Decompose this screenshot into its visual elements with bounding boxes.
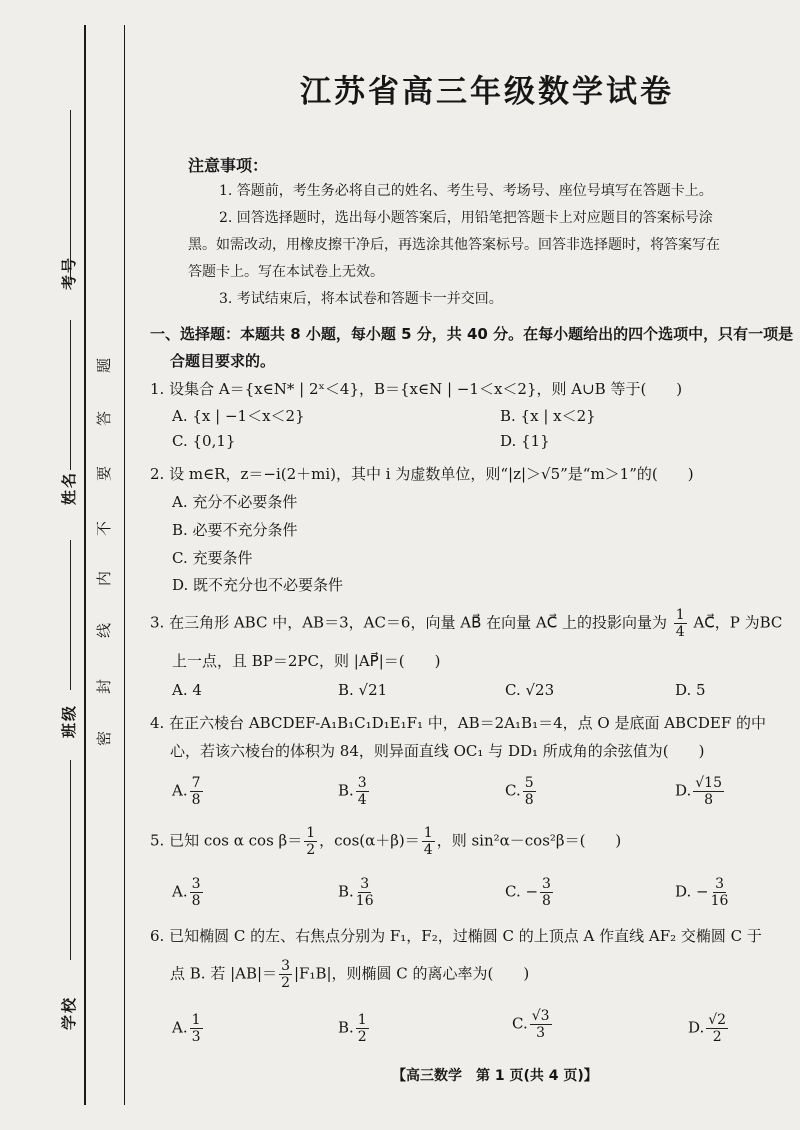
q6-option-a-label: A.: [172, 1018, 188, 1037]
seal-char: 不: [95, 520, 114, 537]
q4-option-b-label: B.: [338, 781, 354, 800]
q5-option-c-frac: [540, 876, 553, 909]
q5-option-c: [505, 876, 555, 909]
question-3-stem: [150, 607, 782, 640]
q4-option-c: [505, 775, 538, 808]
q4-b-den: 4: [357, 792, 367, 808]
page-footer: 【高三数学 第 1 页(共 4 页)】: [392, 1068, 598, 1084]
q6-c-den: 3: [536, 1025, 546, 1041]
notice-line-1: 1. 答题前，考生务必将自己的姓名、考生号、考场号、座位号填写在答题卡上。: [219, 183, 713, 199]
q5-b-den: 16: [355, 893, 374, 909]
notice-line-2a: 2. 回答选择题时，选出每小题答案后，用铅笔把答题卡上对应题目的答案标号涂: [219, 210, 713, 226]
q5-fraction-2: [422, 825, 435, 858]
q5-option-a: [172, 876, 205, 909]
question-6-stem-cont: [170, 958, 529, 991]
seal-char: 密: [95, 730, 114, 747]
q4-b-num: 3: [357, 775, 367, 791]
notice-line-2c: 答题卡上。写在本试卷上无效。: [188, 264, 384, 280]
q6-option-c-frac: [530, 1008, 552, 1041]
binding-line-inner: [124, 25, 125, 1105]
q5-f2-den: 4: [423, 842, 433, 858]
notice-line-2b: 黑。如需改动，用橡皮擦干净后，再选涂其他答案标号。回答非选择题时，将答案写在: [188, 237, 720, 253]
q1-option-a: A. {x | −1＜x＜2}: [172, 407, 305, 425]
q6-a-num: 1: [191, 1012, 201, 1028]
q3-fraction: [674, 607, 687, 640]
q6-option-b-frac: [356, 1012, 369, 1045]
q6-c-num: √3: [531, 1008, 550, 1024]
question-1-stem: 1. 设集合 A＝{x∈N* | 2ˣ＜4}，B＝{x∈N | −1＜x＜2}，则 A∪B 等于( ): [150, 380, 683, 398]
q5-stem-part-a: 5. 已知 cos α cos β＝: [150, 831, 303, 850]
q4-option-b-frac: [356, 775, 369, 808]
q6-option-d: [688, 1012, 730, 1045]
seal-char: 答: [95, 410, 114, 427]
q4-option-b: [338, 775, 371, 808]
question-5-stem: [150, 825, 621, 858]
q6-option-a: [172, 1012, 205, 1045]
seal-char: 要: [95, 465, 114, 482]
q4-d-den: 8: [704, 792, 714, 808]
q1-option-d: D. {1}: [500, 432, 550, 450]
q5-c-num: 3: [542, 876, 551, 892]
q3-option-b: B. √21: [338, 681, 388, 699]
q6-stem-part-b: |F₁B|，则椭圆 C 的离心率为( ): [293, 964, 530, 983]
q1-option-b: B. {x | x＜2}: [500, 407, 596, 425]
q5-b-num: 3: [360, 876, 370, 892]
notice-heading: 注意事项：: [188, 156, 269, 175]
question-6-stem: 6. 已知椭圆 C 的左、右焦点分别为 F₁，F₂，过椭圆 C 的上顶点 A 作直线 AF₂ 交椭圆 C 于: [150, 927, 762, 945]
q6-f-den: 2: [281, 975, 290, 991]
q5-option-b-frac: [356, 876, 374, 909]
q5-option-d-label: D. −: [675, 882, 709, 901]
q4-a-den: 8: [191, 792, 201, 808]
binding-line-outer: [84, 25, 86, 1105]
q5-option-d-frac: [711, 876, 729, 909]
q3-frac-den: 4: [675, 624, 685, 640]
q3-option-c: C. √23: [505, 681, 555, 699]
q5-option-b: [338, 876, 376, 909]
q3-option-d: D. 5: [675, 681, 706, 699]
question-4-stem: 4. 在正六棱台 ABCDEF-A₁B₁C₁D₁E₁F₁ 中，AB＝2A₁B₁＝4，点 O 是底面 ABCDEF 的中: [150, 714, 766, 732]
q6-d-num: √2: [708, 1012, 727, 1028]
q6-option-d-label: D.: [688, 1018, 705, 1037]
q5-a-den: 8: [191, 893, 201, 909]
q6-d-den: 2: [712, 1029, 722, 1045]
q5-d-den: 16: [710, 893, 729, 909]
q3-frac-num: 1: [675, 607, 685, 623]
section-heading-cont: 合题目要求的。: [170, 352, 276, 370]
q5-stem-part-c: ，则 sin²α－cos²β＝( ): [436, 831, 622, 850]
q5-option-b-label: B.: [338, 882, 354, 901]
q2-option-c: C. 充要条件: [172, 549, 253, 567]
q4-option-a-label: A.: [172, 781, 188, 800]
q6-stem-part-a: 点 B. 若 |AB|＝: [170, 964, 278, 983]
q6-option-c: [512, 1008, 554, 1041]
q5-option-d: [675, 876, 730, 909]
q5-c-den: 8: [542, 893, 551, 909]
seal-char: 封: [95, 678, 114, 695]
seal-char: 题: [95, 357, 114, 374]
seal-char: 线: [95, 622, 114, 639]
exam-title: 江苏省高三年级数学试卷: [300, 74, 674, 110]
exam-no-label: 考号: [60, 255, 78, 290]
class-field-line: [70, 540, 71, 690]
q3-stem-part-b: AC⃗，P 为BC: [693, 613, 783, 632]
class-label: 班级: [60, 703, 78, 738]
q5-a-num: 3: [191, 876, 201, 892]
q4-option-a: [172, 775, 205, 808]
q2-option-a: A. 充分不必要条件: [172, 493, 298, 511]
q6-fraction: [279, 958, 292, 991]
notice-line-3: 3. 考试结束后，将本试卷和答题卡一并交回。: [219, 291, 503, 307]
q4-option-d-frac: [693, 775, 724, 808]
q6-b-den: 2: [357, 1029, 367, 1045]
school-label: 学校: [60, 995, 78, 1030]
q5-option-c-label: C. −: [505, 882, 539, 901]
q6-option-c-label: C.: [512, 1014, 528, 1033]
q6-option-a-frac: [190, 1012, 203, 1045]
q3-option-a: A. 4: [172, 681, 202, 699]
q5-option-a-label: A.: [172, 882, 188, 901]
q6-option-b-label: B.: [338, 1018, 354, 1037]
question-3-stem-cont: 上一点，且 BP＝2PC，则 |AP⃗|＝( ): [172, 652, 441, 670]
q5-f2-num: 1: [423, 825, 433, 841]
name-field-line: [70, 320, 71, 470]
section-heading: 一、选择题：本题共 8 小题，每小题 5 分，共 40 分。在每小题给出的四个选项中，只有一项是: [150, 325, 794, 343]
question-2-stem: 2. 设 m∈R，z＝−i(2＋mi)，其中 i 为虚数单位，则“|z|＞√5”是“m＞1”的( ): [150, 465, 694, 483]
school-field-line: [70, 760, 71, 960]
q6-a-den: 3: [191, 1029, 201, 1045]
q4-option-c-frac: [523, 775, 536, 808]
q4-option-a-frac: [190, 775, 203, 808]
q6-f-num: 3: [281, 958, 290, 974]
q2-option-d: D. 既不充分也不必要条件: [172, 576, 344, 594]
q1-option-c: C. {0,1}: [172, 432, 236, 450]
exam-no-field-line: [70, 110, 71, 280]
q4-option-d-label: D.: [675, 781, 692, 800]
q4-c-num: 5: [524, 775, 534, 791]
q4-c-den: 8: [524, 792, 534, 808]
q4-d-num: √15: [695, 775, 723, 791]
name-label: 姓名: [60, 470, 78, 505]
q6-option-d-frac: [706, 1012, 728, 1045]
q5-stem-part-b: ，cos(α＋β)＝: [319, 831, 420, 850]
q5-f1-den: 2: [306, 842, 316, 858]
q5-d-num: 3: [715, 876, 724, 892]
q6-option-b: [338, 1012, 371, 1045]
q3-stem-part-a: 3. 在三角形 ABC 中，AB＝3，AC＝6，向量 AB⃗ 在向量 AC⃗ 上的投影向量为: [150, 613, 667, 632]
seal-char: 内: [95, 570, 114, 587]
q5-fraction-1: [304, 825, 317, 858]
q5-f1-num: 1: [306, 825, 316, 841]
q4-a-num: 7: [191, 775, 201, 791]
q4-option-d: [675, 775, 726, 808]
q4-option-c-label: C.: [505, 781, 521, 800]
q6-b-num: 1: [357, 1012, 367, 1028]
q2-option-b: B. 必要不充分条件: [172, 521, 298, 539]
question-4-stem-cont: 心，若该六棱台的体积为 84，则异面直线 OC₁ 与 DD₁ 所成角的余弦值为( ): [170, 742, 705, 760]
q5-option-a-frac: [190, 876, 203, 909]
